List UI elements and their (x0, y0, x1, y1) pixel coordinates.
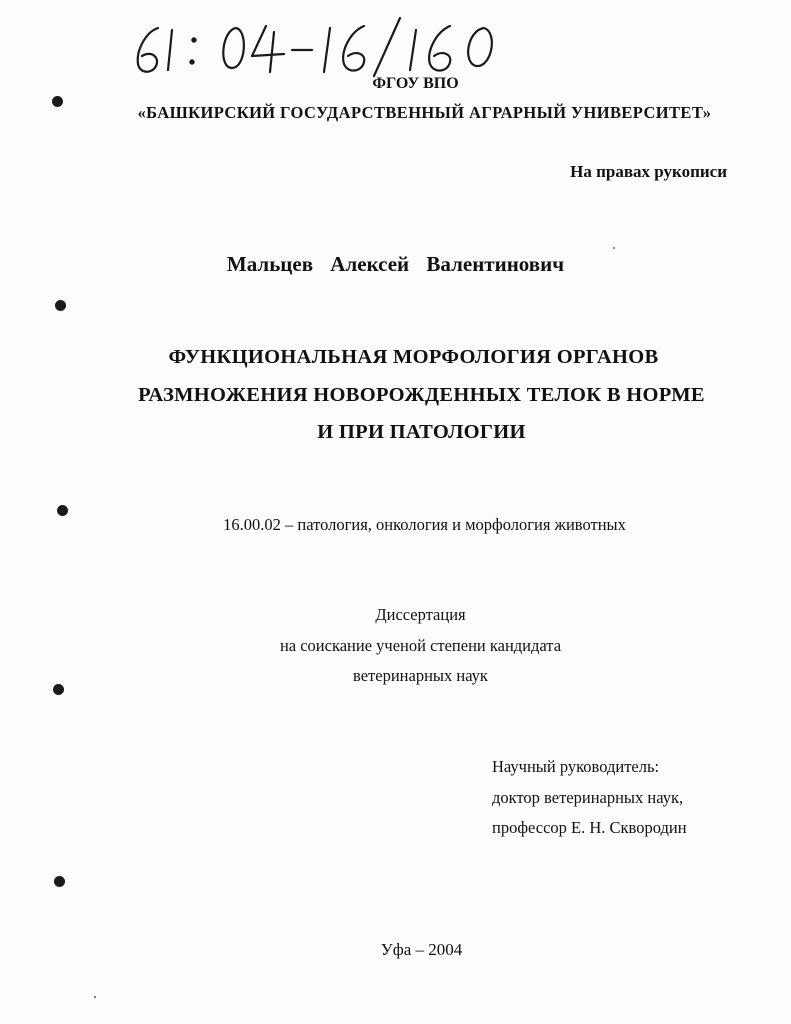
degree-line: Диссертация (375, 605, 466, 624)
binding-hole (55, 300, 66, 311)
supervisor-line: Научный руководитель: (492, 757, 660, 776)
manuscript-rights-note: На правах рукописи (570, 162, 727, 181)
binding-hole (54, 876, 65, 887)
dissertation-title-line: РАЗМНОЖЕНИЯ НОВОРОЖДЕННЫХ ТЕЛОК В НОРМЕ (138, 384, 705, 406)
degree-line: на соискание ученой степени кандидата (279, 636, 562, 655)
scan-speck (613, 247, 615, 249)
degree-line: ветеринарных наук (353, 666, 488, 685)
specialty-code: 16.00.02 – патология, онкология и морфология животных (223, 515, 626, 534)
university-name: «БАШКИРСКИЙ ГОСУДАРСТВЕННЫЙ АГРАРНЫЙ УНИВЕРСИТЕТ» (137, 103, 712, 122)
organization-abbreviation: ФГОУ ВПО (372, 75, 459, 92)
handwritten-catalog-code (128, 10, 518, 80)
author-name: Мальцев Алексей Валентинович (226, 252, 565, 276)
supervisor-line: профессор Е. Н. Сквородин (492, 818, 687, 837)
scan-speck (94, 996, 96, 998)
city-year: Уфа – 2004 (380, 940, 463, 959)
dissertation-title-line: И ПРИ ПАТОЛОГИИ (317, 421, 526, 443)
dissertation-title-line: ФУНКЦИОНАЛЬНАЯ МОРФОЛОГИЯ ОРГАНОВ (168, 346, 659, 368)
supervisor-line: доктор ветеринарных наук, (492, 788, 684, 807)
